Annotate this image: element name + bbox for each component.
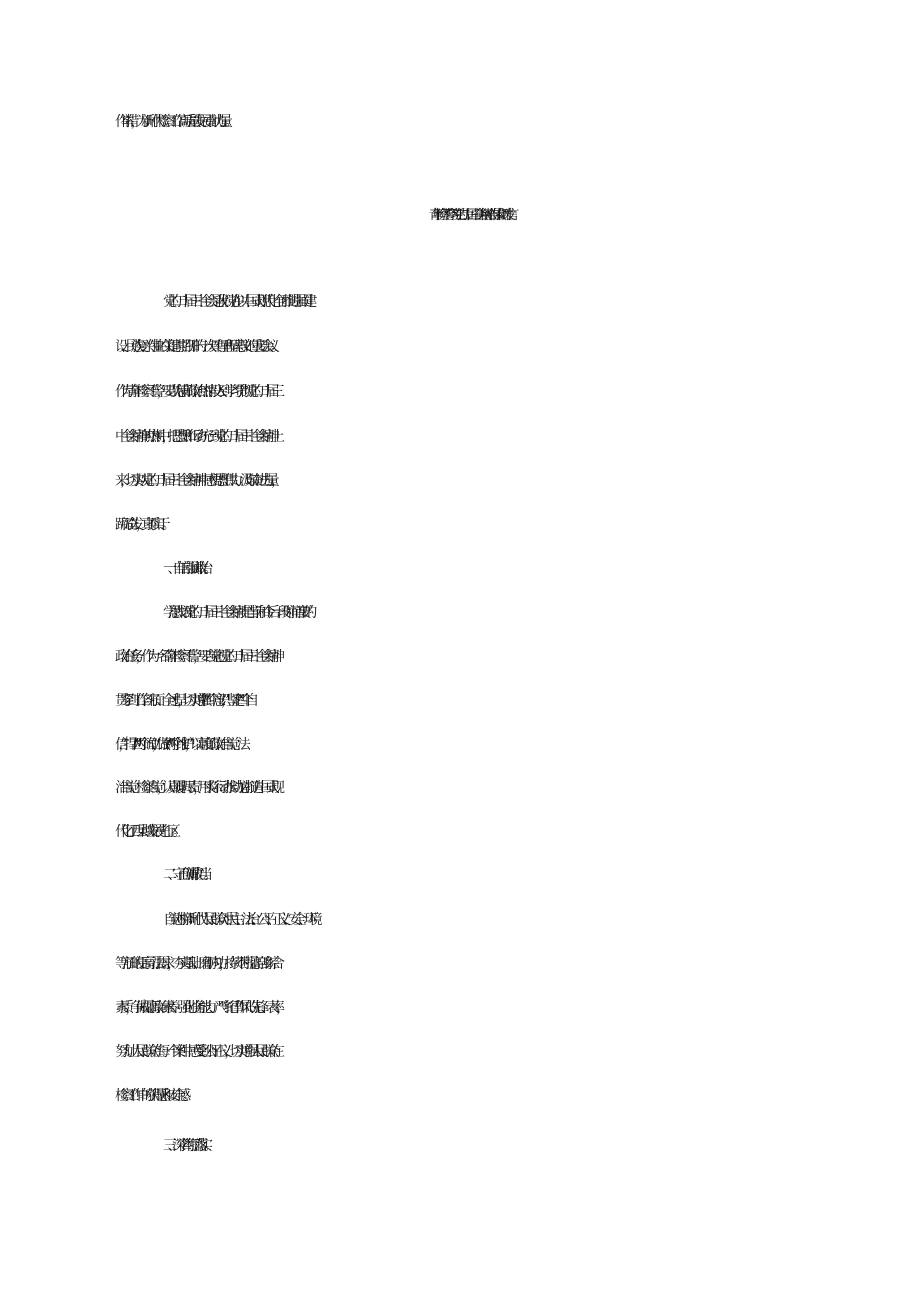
- body-text-line: 作为青年检察干警，要以饱满的政治热情投入到学习贯彻党的二十届三: [115, 384, 277, 400]
- body-text-line: 等方面的更高司法需求，夯实基础、磨砺内功，持续不断提高自身综合: [115, 956, 277, 972]
- body-text-line: 检察工作中的获得感和安全感。: [115, 1088, 188, 1104]
- section-heading-2: 二、守正创新敢担当。: [163, 867, 208, 883]
- body-text-line: 代化江西县域发展先行区。: [115, 824, 178, 840]
- body-text-line: 政治任务，作为一名青年检察干警，要自觉把党的二十届三中全会精神: [115, 649, 277, 665]
- body-text-line: 努力让人民群众在每一个案件中感受到公平正义，切实增强人民群众在: [115, 1044, 277, 1060]
- body-text-line: 信”，捍卫“两个确立”，做到“两个维护”，以高度的政治自觉、法: [115, 737, 242, 753]
- section-heading-3: 三、深学笃行抓落实。: [163, 1138, 208, 1154]
- body-text-line: 学思践悟党的二十届三中全会精神是当前和今后一段时间首要的: [163, 605, 309, 621]
- body-text-line: 贯穿到工作各方面、全过程，切实增强“四个意识”，坚定“四个自: [115, 693, 251, 709]
- body-text-line: 蹄厉奋发，真抓实干。: [115, 517, 167, 533]
- body-text-line: 作举措，为新时代检察工作高质量发展贡献力量。: [115, 114, 230, 130]
- body-text-line: 自觉对标新时代人民群众对民主、法治、公平、正义、安全、环境: [163, 912, 314, 928]
- body-text-line: 治自觉、检察自觉，认真履职尽责，用实际行动推动龙南打造中国式现: [115, 780, 277, 796]
- body-text-line: 设、民族复兴伟业的关键时期召开的一次具有里程碑意义的重要会议。: [115, 339, 277, 355]
- section-heading-1: 一、自信自强讲政治。: [163, 561, 208, 577]
- document-title: 青年检察干警学习党的二十届三中全会精神心得体会研讨发言: [428, 208, 510, 223]
- body-text-line: 中全会精神的热潮中，把思想和行动统一到党的二十届三中全会精神上: [115, 429, 277, 445]
- body-text-line: 来，切实从党的二十届三中全会精神中感悟思想伟力、汲取奋进力量，: [115, 473, 277, 489]
- body-text-line: 党的二十届三中全会是我们党在以中国式现代化全面推进强国建: [163, 294, 309, 310]
- body-text-line: 素质，争做提高政治素养、强化业务能力、严守纪律作风的先锋、表率，: [115, 1000, 282, 1016]
